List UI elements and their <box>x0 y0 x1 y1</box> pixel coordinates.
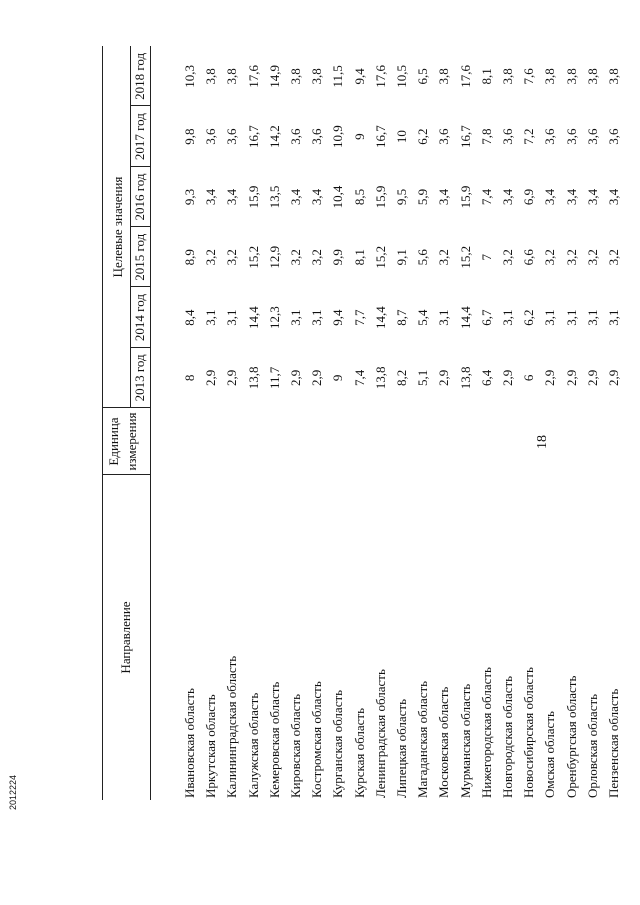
targets-table <box>90 40 621 860</box>
target-value: 7,4 <box>351 369 367 386</box>
target-value: 2,9 <box>542 369 558 386</box>
target-value: 3,2 <box>288 249 303 266</box>
target-value: 3,6 <box>542 128 558 145</box>
target-value: 3,8 <box>584 68 600 85</box>
target-value: 10 <box>394 130 409 144</box>
target-value: 8,7 <box>394 309 409 326</box>
target-value: 3,2 <box>584 249 600 266</box>
target-value: 2,9 <box>500 369 515 386</box>
target-value: 5,4 <box>415 309 431 326</box>
target-value: 3,4 <box>436 188 452 206</box>
target-value: 6 <box>521 374 537 382</box>
target-value: 3,6 <box>288 128 303 145</box>
target-value: 3,2 <box>224 249 240 266</box>
target-value: 9 <box>351 133 367 140</box>
target-value: 3,8 <box>500 68 515 85</box>
target-value: 2,9 <box>309 369 325 386</box>
target-value: 3,2 <box>606 249 621 266</box>
target-value: 9,3 <box>182 188 197 206</box>
target-value: 15,2 <box>372 245 388 269</box>
target-value: 3,6 <box>563 128 579 145</box>
region-name: Ивановская область <box>182 688 197 798</box>
target-value: 16,7 <box>245 125 261 149</box>
target-value: 6,2 <box>415 128 431 145</box>
target-value: 12,9 <box>266 245 282 269</box>
target-value: 10,9 <box>330 125 346 149</box>
region-name: Пензенская область <box>606 688 621 798</box>
target-value: 15,2 <box>245 245 261 269</box>
region-name: Ленинградская область <box>372 669 388 798</box>
target-value: 13,8 <box>457 366 473 390</box>
target-value: 14,4 <box>245 306 261 329</box>
target-value: 3,8 <box>203 68 219 85</box>
target-value: 5,1 <box>415 369 431 386</box>
region-name: Калужская область <box>245 692 261 798</box>
target-value: 3,4 <box>309 188 325 206</box>
target-value: 3,2 <box>309 249 325 266</box>
column-header-unit: измерения <box>124 412 139 471</box>
target-value: 3,8 <box>563 68 579 85</box>
column-header-year: 2014 год <box>132 294 147 342</box>
table-rule <box>150 46 151 800</box>
target-value: 6,7 <box>478 309 494 326</box>
target-value: 3,6 <box>500 128 515 145</box>
target-value: 3,8 <box>309 68 325 85</box>
column-header-direction: Направление <box>118 601 133 674</box>
target-value: 6,4 <box>478 369 494 386</box>
target-value: 3,4 <box>288 188 303 206</box>
target-value: 9,8 <box>182 128 197 145</box>
region-name: Московская область <box>436 686 452 798</box>
target-value: 3,6 <box>436 128 452 145</box>
target-value: 8,4 <box>182 309 197 326</box>
target-value: 6,9 <box>521 188 537 206</box>
target-value: 6,2 <box>521 309 537 326</box>
target-value: 3,1 <box>606 309 621 326</box>
column-header-unit: Единица <box>106 417 121 466</box>
target-value: 3,1 <box>224 309 240 326</box>
document-id: 2012224 <box>8 774 18 810</box>
region-name: Липецкая область <box>394 698 409 798</box>
target-value: 17,6 <box>245 64 261 88</box>
column-header-year: 2016 год <box>132 173 147 221</box>
target-value: 3,8 <box>606 68 621 85</box>
target-value: 7,6 <box>521 68 537 85</box>
region-name: Новосибирская область <box>521 667 537 798</box>
target-value: 7 <box>478 254 494 261</box>
target-value: 8,1 <box>351 249 367 266</box>
region-name: Магаданская область <box>415 680 431 798</box>
target-value: 3,4 <box>542 188 558 206</box>
target-value: 3,1 <box>563 309 579 326</box>
target-value: 2,9 <box>606 369 621 386</box>
region-name: Курская область <box>351 707 367 798</box>
target-value: 3,4 <box>224 188 240 206</box>
target-value: 3,2 <box>436 249 452 266</box>
target-value: 7,8 <box>478 128 494 145</box>
rotated-page <box>90 40 621 860</box>
target-value: 2,9 <box>203 369 219 386</box>
column-header-targets: Целевые значения <box>110 176 125 278</box>
target-value: 15,9 <box>245 185 261 209</box>
region-name: Иркутская область <box>203 694 219 798</box>
target-value: 11,7 <box>266 366 282 389</box>
target-value: 9,5 <box>394 188 409 206</box>
target-value: 3,8 <box>224 68 240 85</box>
target-value: 3,4 <box>563 188 579 206</box>
target-value: 3,1 <box>542 309 558 326</box>
target-value: 3,2 <box>542 249 558 266</box>
target-value: 5,6 <box>415 249 431 266</box>
target-value: 10,5 <box>394 64 409 88</box>
target-value: 3,6 <box>584 128 600 145</box>
target-value: 3,1 <box>500 309 515 326</box>
target-value: 9,9 <box>330 249 346 266</box>
target-value: 8,5 <box>351 188 367 206</box>
target-value: 3,4 <box>584 188 600 206</box>
target-value: 6,6 <box>521 249 537 266</box>
region-name: Новгородская область <box>500 675 515 798</box>
target-value: 3,1 <box>584 309 600 326</box>
region-name: Кировская область <box>288 693 303 798</box>
region-name: Курганская область <box>330 689 346 798</box>
target-value: 14,2 <box>266 125 282 149</box>
target-value: 8,9 <box>182 249 197 266</box>
target-value: 14,4 <box>457 306 473 329</box>
target-value: 3,8 <box>436 68 452 85</box>
target-value: 16,7 <box>457 125 473 149</box>
table-rule <box>102 46 103 800</box>
target-value: 17,6 <box>457 64 473 88</box>
target-value: 7,7 <box>351 309 367 326</box>
target-value: 6,5 <box>415 68 431 85</box>
target-value: 2,9 <box>584 369 600 386</box>
target-value: 3,6 <box>203 128 219 145</box>
page-number: 18 <box>535 435 550 449</box>
target-value: 8,2 <box>394 369 409 386</box>
target-value: 3,8 <box>542 68 558 85</box>
target-value: 3,4 <box>203 188 219 206</box>
target-value: 3,6 <box>224 128 240 145</box>
target-value: 3,2 <box>500 249 515 266</box>
target-value: 13,5 <box>266 185 282 209</box>
target-value: 14,9 <box>266 64 282 88</box>
target-value: 9,4 <box>351 68 367 85</box>
target-value: 7,4 <box>478 188 494 206</box>
region-name: Мурманская область <box>457 683 473 798</box>
region-name: Кемеровская область <box>266 681 282 798</box>
target-value: 3,8 <box>288 68 303 85</box>
region-name: Оренбургская область <box>563 675 579 798</box>
region-name: Нижегородская область <box>478 667 494 798</box>
region-name: Орловская область <box>584 693 600 798</box>
target-value: 16,7 <box>372 125 388 149</box>
target-value: 2,9 <box>563 369 579 386</box>
column-header-year: 2017 год <box>132 113 147 161</box>
target-value: 14,4 <box>372 306 388 329</box>
target-value: 9,1 <box>394 249 409 266</box>
column-header-year: 2013 год <box>132 354 147 402</box>
target-value: 3,1 <box>309 309 325 326</box>
target-value: 3,1 <box>436 309 452 326</box>
target-value: 15,9 <box>372 185 388 209</box>
column-header-year: 2018 год <box>132 52 147 100</box>
target-value: 12,3 <box>266 306 282 329</box>
region-name: Омская область <box>542 711 558 798</box>
target-value: 15,9 <box>457 185 473 209</box>
target-value: 2,9 <box>436 369 452 386</box>
target-value: 9,4 <box>330 309 346 326</box>
target-value: 8,1 <box>478 68 494 85</box>
target-value: 2,9 <box>224 369 240 386</box>
target-value: 13,8 <box>372 366 388 390</box>
target-value: 15,2 <box>457 245 473 269</box>
target-value: 10,3 <box>182 64 197 88</box>
target-value: 5,9 <box>415 188 431 206</box>
region-name: Костромская область <box>309 681 325 798</box>
target-value: 10,4 <box>330 185 346 209</box>
target-value: 3,4 <box>500 188 515 206</box>
column-header-year: 2015 год <box>132 233 147 281</box>
target-value: 3,1 <box>288 309 303 326</box>
target-value: 3,2 <box>203 249 219 266</box>
target-value: 3,4 <box>606 188 621 206</box>
target-value: 11,5 <box>330 65 346 88</box>
target-value: 9 <box>330 374 346 382</box>
target-value: 3,1 <box>203 309 219 326</box>
target-value: 2,9 <box>288 369 303 386</box>
target-value: 13,8 <box>245 366 261 390</box>
target-value: 3,2 <box>563 249 579 266</box>
region-name: Калининградская область <box>224 655 240 798</box>
target-value: 3,6 <box>606 128 621 145</box>
target-value: 8 <box>182 374 197 382</box>
target-value: 7,2 <box>521 128 537 145</box>
target-value: 17,6 <box>372 64 388 88</box>
target-value: 3,6 <box>309 128 325 145</box>
